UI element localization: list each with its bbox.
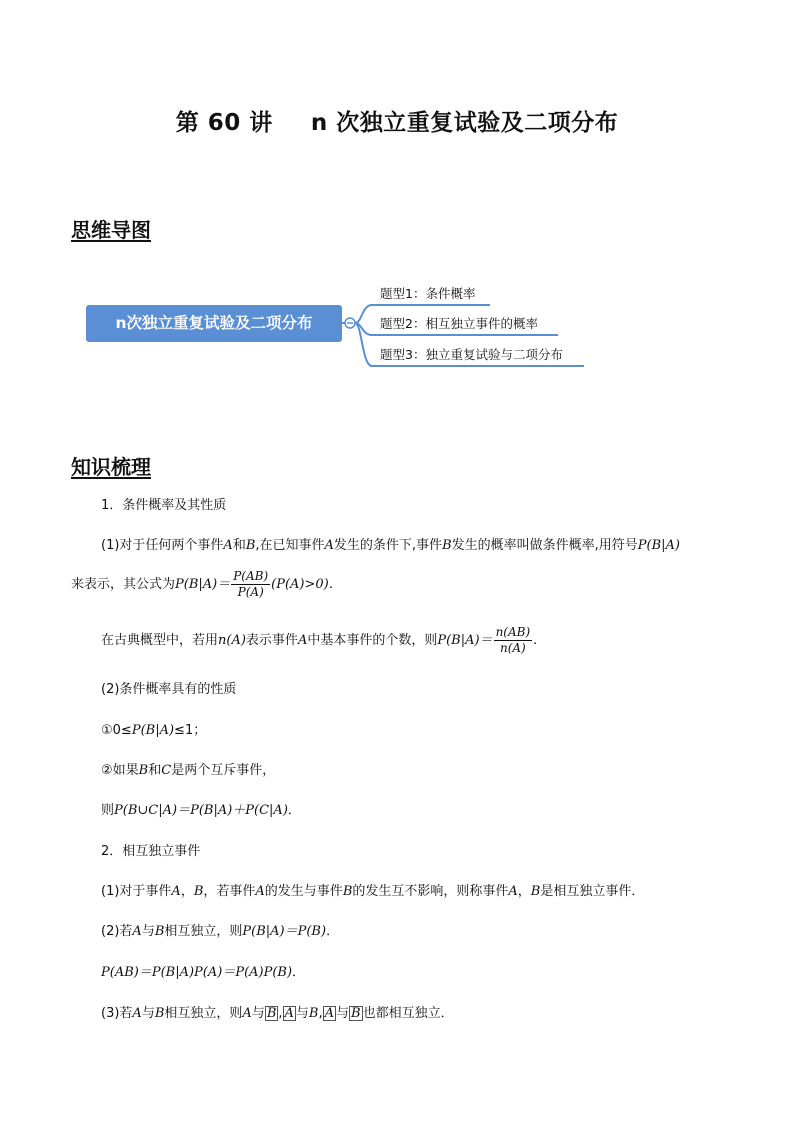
lecture-topic: n 次独立重复试验及二项分布 [310, 110, 619, 136]
mindmap-node-type3: 题型3：独立重复试验与二项分布 [370, 345, 584, 367]
paragraph-properties: (2)条件概率具有的性质 [101, 682, 237, 697]
classical-fraction: $\frac{n(AB)}{n(A)}$ [495, 625, 531, 655]
section-heading-knowledge: 知识梳理 [71, 455, 151, 479]
complement-b: B [266, 1006, 277, 1021]
page-title [0, 104, 794, 137]
complement-a-2: A [324, 1006, 335, 1021]
paragraph-property1: ①0≤P(B|A)≤1； [101, 723, 207, 738]
complement-b-2: B [351, 1006, 361, 1021]
paragraph-formula: 来表示，其公式为P(B|A)＝ $\frac{P(AB)}{P(A)}$ (P(A)>0)． [71, 569, 342, 599]
formula-fraction: $\frac{P(AB)}{P(A)}$ [233, 569, 269, 599]
paragraph-classical: 在古典概型中，若用n(A)表示事件A中基本事件的个数，则P(B|A)＝ $\frac{n(AB)}{n(A)}$ . [101, 625, 538, 655]
paragraph-independence-2: (2)若A与B相互独立，则P(B|A)＝P(B)． [101, 924, 340, 939]
section-heading-mindmap: 思维导图 [71, 218, 151, 242]
paragraph-definition: (1)对于任何两个事件A和B,在已知事件A发生的条件下,事件B发生的概率叫做条件概率,用符号P(B|A) [101, 538, 680, 553]
paragraph-independence-def: (1)对于事件A，B，若事件A的发生与事件B的发生互不影响，则称事件A，B是相互独立事件． [101, 884, 645, 899]
complement-a: A [284, 1006, 294, 1021]
paragraph-multiplication-rule: P(AB)＝P(B|A)P(A)＝P(A)P(B)． [101, 965, 306, 980]
mindmap-node-type2: 题型2：相互独立事件的概率 [370, 314, 558, 336]
paragraph-independence-3: (3)若A与B相互独立，则A与 B , A 与B, A 与 B 也都相互独立． [101, 1006, 454, 1021]
mindmap-node-type1: 题型1：条件概率 [370, 284, 490, 306]
lecture-number: 第 60 讲 [175, 110, 273, 136]
mindmap-root-node: n次独立重复试验及二项分布 [86, 305, 342, 342]
paragraph-property2: ②如果B和C是两个互斥事件， [101, 763, 276, 778]
subheading-conditional-probability: 1．条件概率及其性质 [101, 498, 227, 513]
subheading-independent-events: 2．相互独立事件 [101, 844, 201, 859]
paragraph-property2-formula: 则P(B∪C|A)＝P(B|A)＋P(C|A)． [101, 803, 301, 818]
